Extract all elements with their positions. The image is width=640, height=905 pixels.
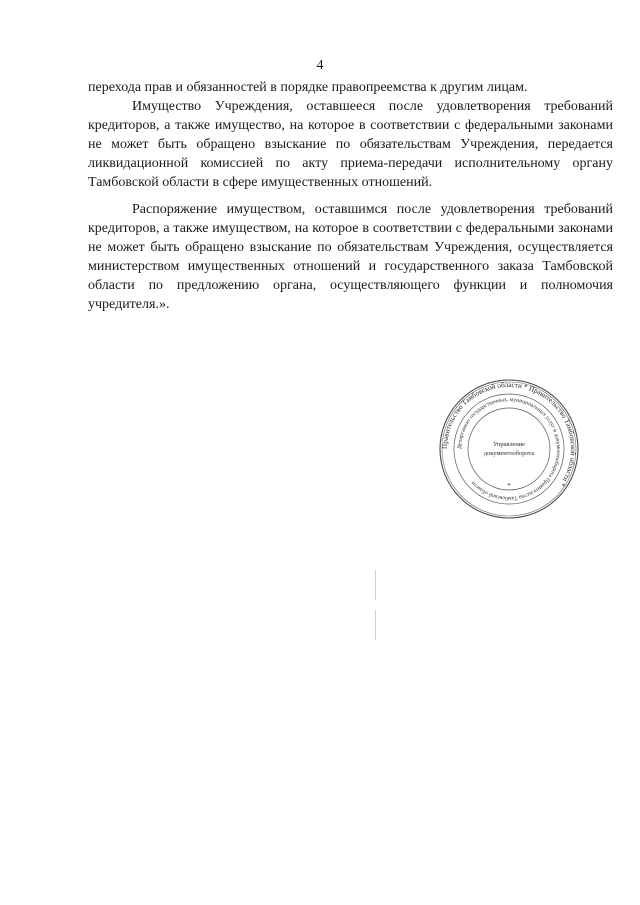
paragraph-property-disposal: Распоряжение имуществом, оставшимся после удовлетворения требований кредиторов, а также имуществом, на которое в соответствии с федеральными законами не может быть обращено взыскание по обязательствам Учреждения, осуществляется министерством имущественных отношений и государственного заказа Тамбовской области по предложению органа, осуществляющего функции и полномочия учредителя.». — [88, 202, 613, 312]
paragraph-continuation: перехода прав и обязанностей в порядке правопреемства к другим лицам. — [88, 80, 528, 95]
stamp-center-line1: Управление — [492, 441, 526, 448]
scan-artifact — [375, 570, 376, 600]
official-stamp — [438, 378, 580, 520]
stamp-seal-graphic — [438, 378, 580, 520]
stamp-outer-ring-text: Правительство Тамбовской области * Правительство Тамбовской области * — [440, 380, 578, 488]
stamp-inner-ring-text: Департамент государственных, муниципальных услуг и документооборота Правительства Тамбовской области — [456, 396, 562, 502]
stamp-center-line2: документооборота — [483, 450, 535, 457]
page-number: 4 — [316, 58, 324, 73]
scan-artifact — [375, 610, 376, 640]
stamp-star-icon: * — [507, 482, 511, 490]
paragraph-property-transfer: Имущество Учреждения, оставшееся после удовлетворения требований кредиторов, а также имущество, на которое в соответствии с федеральными законами не может быть обращено взыскание по обязательствам Учреждения, передается ликвидационной комиссией по акту приема-передачи исполнительному органу Тамбовской области в сфере имущественных отношений. — [88, 99, 613, 190]
document-body — [88, 78, 613, 314]
